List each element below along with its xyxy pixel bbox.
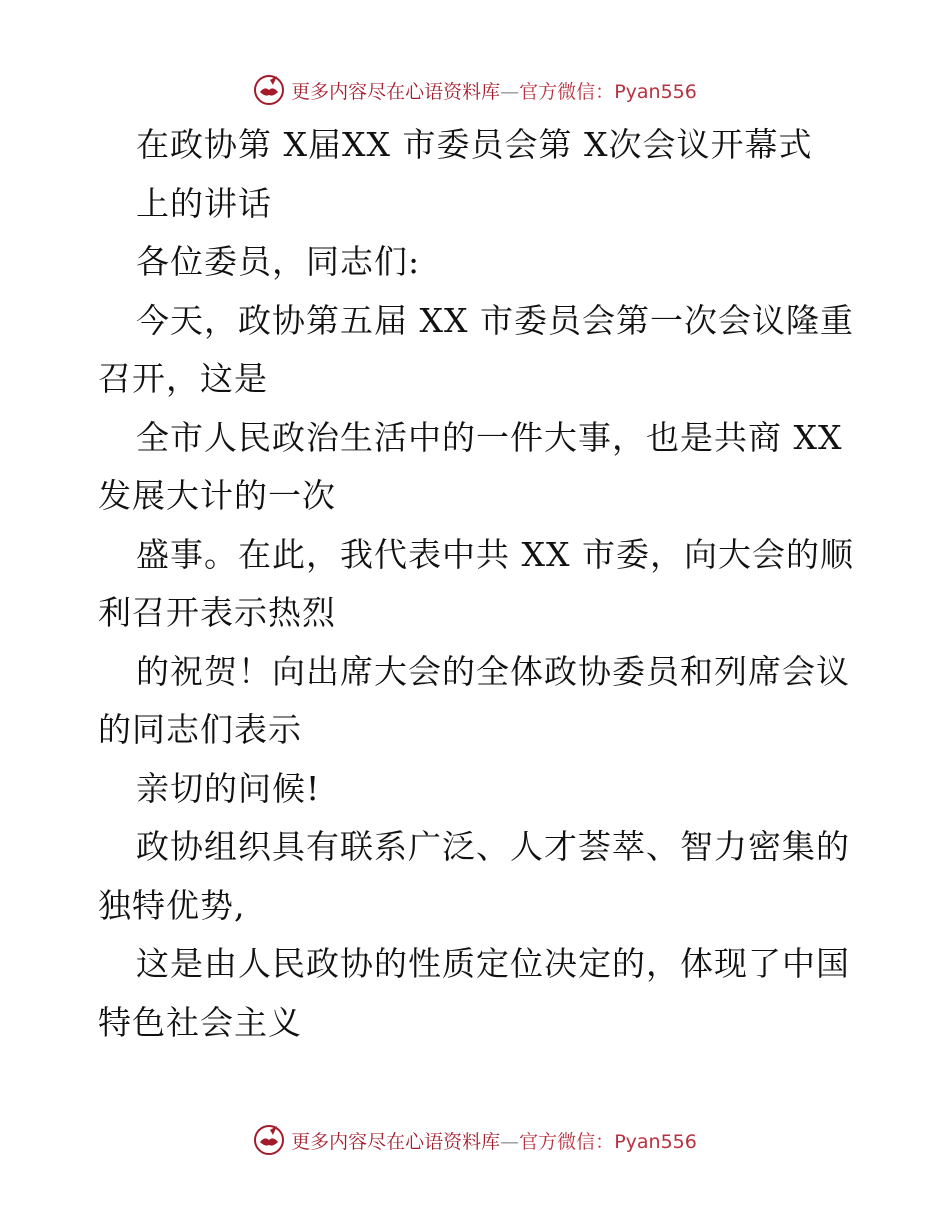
document-line: 今天，政协第五届 XX 市委员会第一次会议隆重 [136,300,854,340]
document-line: 特色社会主义 [98,1002,302,1042]
lips-feather-logo-icon [253,1124,285,1156]
watermark-text: 更多内容尽在心语资料库—官方微信：Pyan556 [291,80,697,103]
header-watermark-banner [0,70,950,110]
document-line: 独特优势, [98,885,246,925]
document-line: 的祝贺！向出席大会的全体政协委员和列席会议 [136,651,850,691]
document-line: 盛事。在此，我代表中共 XX 市委，向大会的顺 [136,534,854,574]
document-line: 上的讲话 [136,183,272,223]
document-line: 各位委员，同志们: [136,242,421,281]
document-body [98,116,858,1052]
footer-watermark-banner [0,1120,950,1160]
document-line: 全市人民政治生活中的一件大事，也是共商 XX [136,417,843,457]
document-line: 这是由人民政协的性质定位决定的，体现了中国 [136,944,850,983]
document-line: 的同志们表示 [98,710,302,749]
document-line: 发展大计的一次 [98,476,336,515]
document-line: 在政协第 X届XX 市委员会第 X次会议开幕式 [136,125,813,164]
document-line: 亲切的问候! [136,768,321,808]
document-line: 利召开表示热烈 [98,593,336,632]
watermark-text: 更多内容尽在心语资料库—官方微信：Pyan556 [291,1130,697,1153]
document-line: 召开，这是 [98,359,268,398]
lips-feather-logo-icon [253,74,285,106]
document-line: 政协组织具有联系广泛、人才荟萃、智力密集的 [136,827,850,866]
